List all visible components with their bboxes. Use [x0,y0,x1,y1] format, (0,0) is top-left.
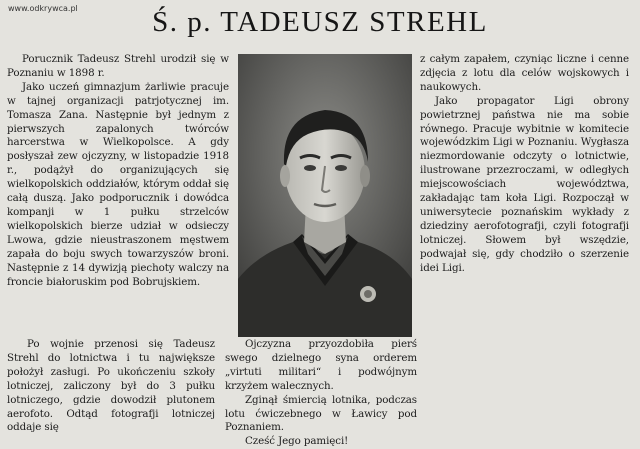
paragraph: Jako uczeń gimnazjum żarliwie pracuje w tajnej organizacji patrjotycznej im. Tomasza Zana. Następnie był jednym z pierwszych zapalonych twórców harcerstwa w Wielkopolsce. A gdy posłyszał zew ojczyzny, w listopadzie 1918 r., podążył do organizujących się wielkopolskich oddziałów, którym oddał się całą duszą. Jako podporucznik i dowódca kompanji w 1 pułku strzelców wielkopolskich bierze udział w odsieczy Lwowa, gdzie nieustraszonem męstwem zapała do boju swych towarzyszów broni. Następnie z 14 dywizją piechoty walczy na froncie białoruskim pod Bobrujskiem. [7,80,229,288]
portrait-image [238,54,412,337]
paragraph: Porucznik Tadeusz Strehl urodził się w Poznaniu w 1898 r. [7,53,229,79]
bottom-left-column [7,338,215,435]
watermark: www.odkrywca.pl [8,4,78,13]
right-column [420,53,629,276]
paragraph: Zginął śmiercią lotnika, podczas lotu ćwiczebnego w Ławicy pod Poznaniem. [225,393,417,434]
paragraph: Cześć Jego pamięci! [245,435,349,448]
paragraph: Jako propagator Ligi obrony powietrznej państwa nie ma sobie równego. Pracuje wybitnie w komitecie wojewódzkim Ligi w Poznaniu. Wygłasza niezmordowanie odczyty o lotnictwie, ilustrowane przezroczami, w odległych miejscowościach województwa, zakładając tam koła Ligi. Rozpoczął w uniwersytecie poznańskim wykłady z dziedziny aerofotografji, czyli fotografji lotniczej. Słowem był wszędzie, podwajał się, gdy chodziło o szerzenie idei Ligi. [420,94,629,274]
portrait-photo [238,54,412,337]
left-column [7,53,229,289]
bottom-section [7,338,419,449]
bottom-right-column [225,338,417,449]
paragraph: z całym zapałem, czyniąc liczne i cenne zdjęcia z lotu dla celów wojskowych i naukowych. [420,53,629,93]
paragraph: Po wojnie przenosi się Tadeusz Strehl do lotnictwa i tu największe położył zasługi. Po ukończeniu szkoły lotniczej, zaliczony był do 3 pułku lotniczego, gdzie dowodził plutonem aerofoto. Odtąd fotografji lotniczej oddaje się [7,338,215,434]
paragraph: Ojczyzna przyozdobiła pierś swego dzielnego syna orderem „virtuti militari“ i podwójnym krzyżem walecznych. [225,338,417,392]
page-title: Ś. p. TADEUSZ STREHL [152,6,488,38]
